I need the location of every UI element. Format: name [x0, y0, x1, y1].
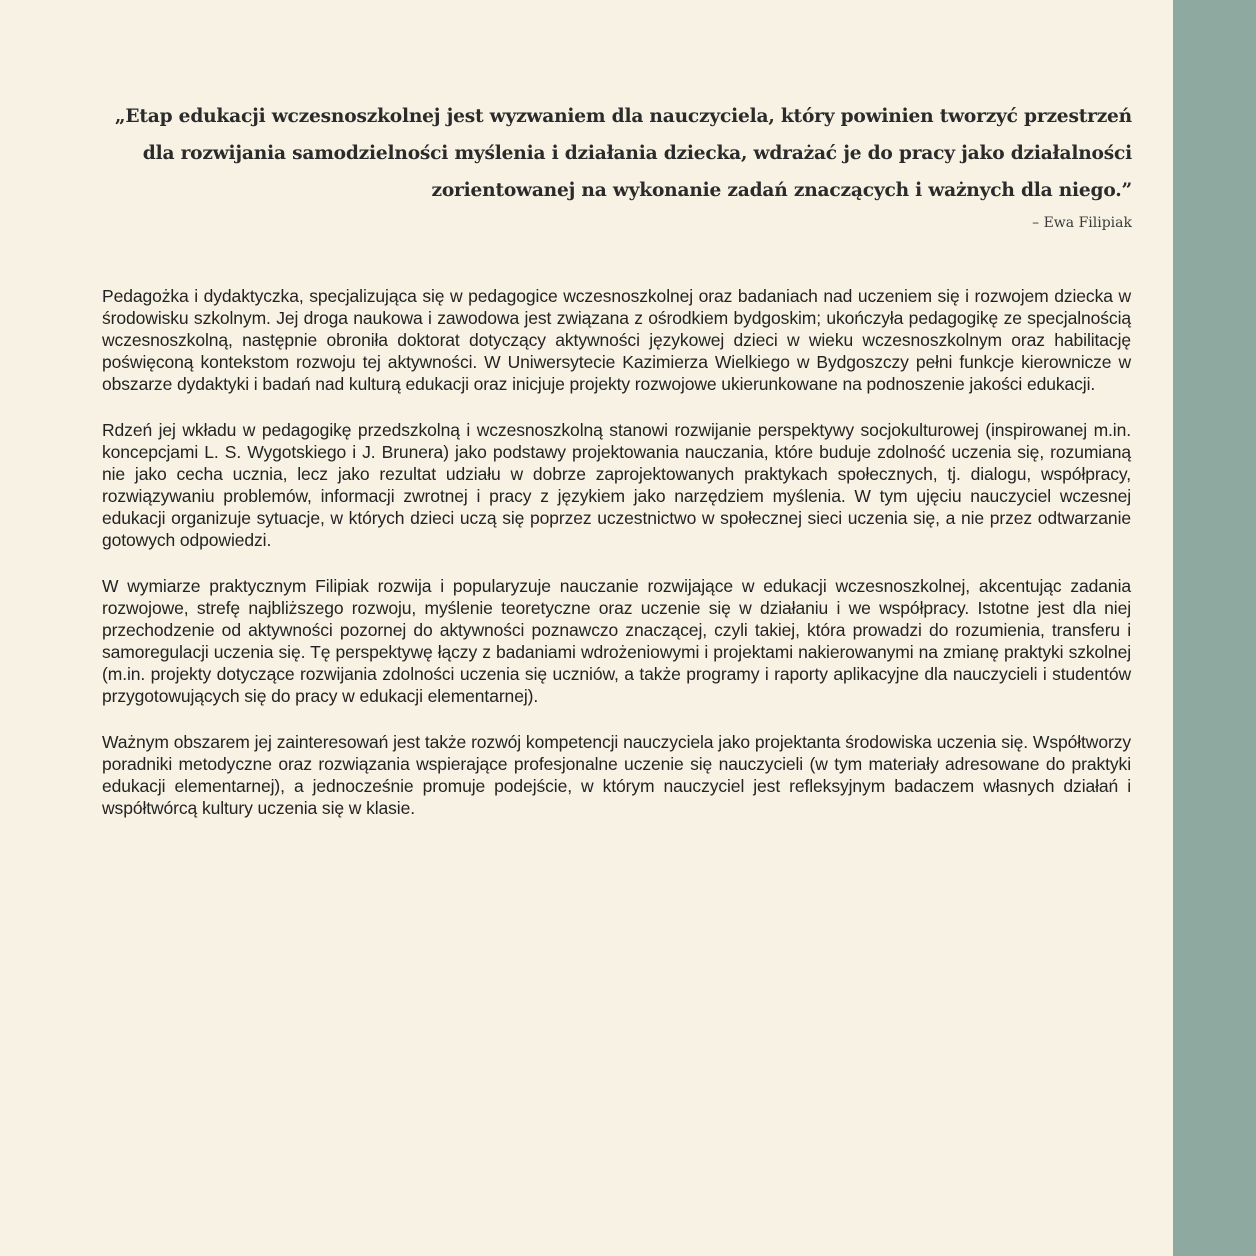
paragraph-1: Pedagożka i dydaktyczka, specjalizująca się w pedagogice wczesnoszkolnej oraz badaniach nad uczeniem się i rozwojem dziecka w środowisku szkolnym. Jej droga naukowa i zawodowa jest związana z ośrodkiem bydgoskim; ukończyła pedagogikę ze specjalnością wczesnoszkolną, następnie obroniła doktorat dotyczący aktywności językowej dzieci w wieku wczesnoszkolnym oraz habilitację poświęconą kontekstom rozwoju tej aktywności. W Uniwersytecie Kazimierza Wielkiego w Bydgoszczy pełni funkcje kierownicze w obszarze dydaktyki i badań nad kulturą edukacji oraz inicjuje projekty rozwojowe ukierunkowane na podnoszenie jakości edukacji.: [102, 286, 1131, 394]
quote-text: „Etap edukacji wczesnoszkolnej jest wyzwaniem dla nauczyciela, który powinien tworzyć przestrzeń dla rozwijania samodzielności myślenia i działania dziecka, wdrażać je do pracy jako działalności zorientowanej na wykonanie zadań znaczących i ważnych dla niego.”: [114, 106, 1132, 201]
side-color-band: [1173, 0, 1256, 1256]
biography-text: [102, 285, 1131, 843]
paragraph-2: Rdzeń jej wkładu w pedagogikę przedszkolną i wczesnoszkolną stanowi rozwijanie perspektywy socjokulturowej (inspirowanej m.in. koncepcjami L. S. Wygotskiego i J. Brunera) jako podstawy projektowania nauczania, które buduje zdolność uczenia się, rozumianą nie jako cecha ucznia, lecz jako rezultat udziału w dobrze zaprojektowanych praktykach społecznych, tj. dialogu, współpracy, rozwiązywaniu problemów, informacji zwrotnej i pracy z językiem jako narzędziem myślenia. W tym ujęciu nauczyciel wczesnej edukacji organizuje sytuacje, w których dzieci uczą się poprzez uczestnictwo w społecznej sieci uczenia się, a nie przez odtwarzanie gotowych odpowiedzi.: [102, 420, 1131, 550]
paragraph-3: W wymiarze praktycznym Filipiak rozwija i popularyzuje nauczanie rozwijające w edukacji wczesnoszkolnej, akcentując zadania rozwojowe, strefę najbliższego rozwoju, myślenie teoretyczne oraz uczenie się w działaniu i we współpracy. Istotne jest dla niej przechodzenie od aktywności pozornej do aktywności poznawczo znaczącej, czyli takiej, która prowadzi do rozumienia, transferu i samoregulacji uczenia się. Tę perspektywę łączy z badaniami wdrożeniowymi i projektami nakierowanymi na zmianę praktyki szkolnej (m.in. projekty dotyczące rozwijania zdolności uczenia się uczniów, a także programy i raporty aplikacyjne dla nauczycieli i studentów przygotowujących się do pracy w edukacji elementarnej).: [102, 576, 1131, 706]
quote-block: [100, 98, 1132, 233]
paragraph-4: Ważnym obszarem jej zainteresowań jest także rozwój kompetencji nauczyciela jako projektanta środowiska uczenia się. Współtworzy poradniki metodyczne oraz rozwiązania wspierające profesjonalne uczenie się nauczycieli (w tym materiały adresowane do praktyki edukacji elementarnej), a jednocześnie promuje podejście, w którym nauczyciel jest refleksyjnym badaczem własnych działań i współtwórcą kultury uczenia się w klasie.: [102, 732, 1131, 818]
quote-author: – Ewa Filipiak: [1032, 215, 1132, 231]
